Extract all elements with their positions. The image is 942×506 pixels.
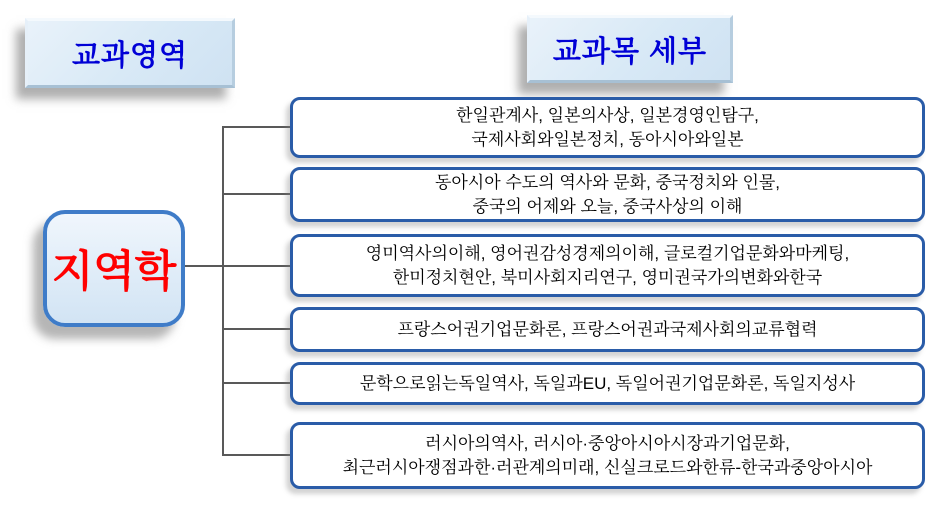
- connector-vertical-trunk: [222, 127, 224, 456]
- connector-branch-japan: [222, 126, 290, 128]
- connector-branch-francophone: [222, 328, 290, 330]
- course-box-anglo-america: [290, 234, 925, 297]
- connector-branch-germany: [222, 382, 290, 384]
- course-line: 러시아의역사, 러시아·중앙아시아시장과기업문화,: [425, 433, 790, 453]
- course-box-francophone: [290, 307, 925, 352]
- connector-root-to-trunk: [185, 265, 290, 267]
- column-header-subject-area-label: 교과영역: [71, 39, 189, 72]
- course-box-germany: [290, 362, 925, 405]
- column-header-course-detail-label: 교과목 세부: [552, 35, 708, 68]
- course-box-russia-central-asia: [290, 422, 925, 489]
- column-header-subject-area: [25, 18, 235, 88]
- course-box-china: [290, 167, 925, 222]
- course-box-japan: [290, 97, 925, 158]
- course-line: 한미정치현안, 북미사회지리연구, 영미권국가의변화와한국: [392, 267, 823, 287]
- root-node-label: 지역학: [51, 248, 177, 296]
- column-header-course-detail: [527, 15, 733, 83]
- course-line: 최근러시아쟁점과한·러관계의미래, 신실크로드와한류-한국과중앙아시아: [342, 457, 873, 477]
- course-line: 프랑스어권기업문화론, 프랑스어권과국제사회의교류협력: [397, 319, 818, 339]
- connector-branch-russia: [222, 454, 290, 456]
- course-line: 문학으로읽는독일역사, 독일과EU, 독일어권기업문화론, 독일지성사: [359, 373, 856, 393]
- course-line: 중국의 어제와 오늘, 중국사상의 이해: [472, 196, 743, 216]
- connector-branch-china: [222, 193, 290, 195]
- course-line: 동아시아 수도의 역사와 문화, 중국정치와 인물,: [434, 172, 781, 192]
- course-line: 한일관계사, 일본의사상, 일본경영인탐구,: [456, 105, 759, 125]
- course-line: 영미역사의이해, 영어권감성경제의이해, 글로컬기업문화와마케팅,: [365, 243, 850, 263]
- root-node-regional-studies: [43, 210, 185, 327]
- course-line: 국제사회와일본정치, 동아시아와일본: [471, 129, 744, 149]
